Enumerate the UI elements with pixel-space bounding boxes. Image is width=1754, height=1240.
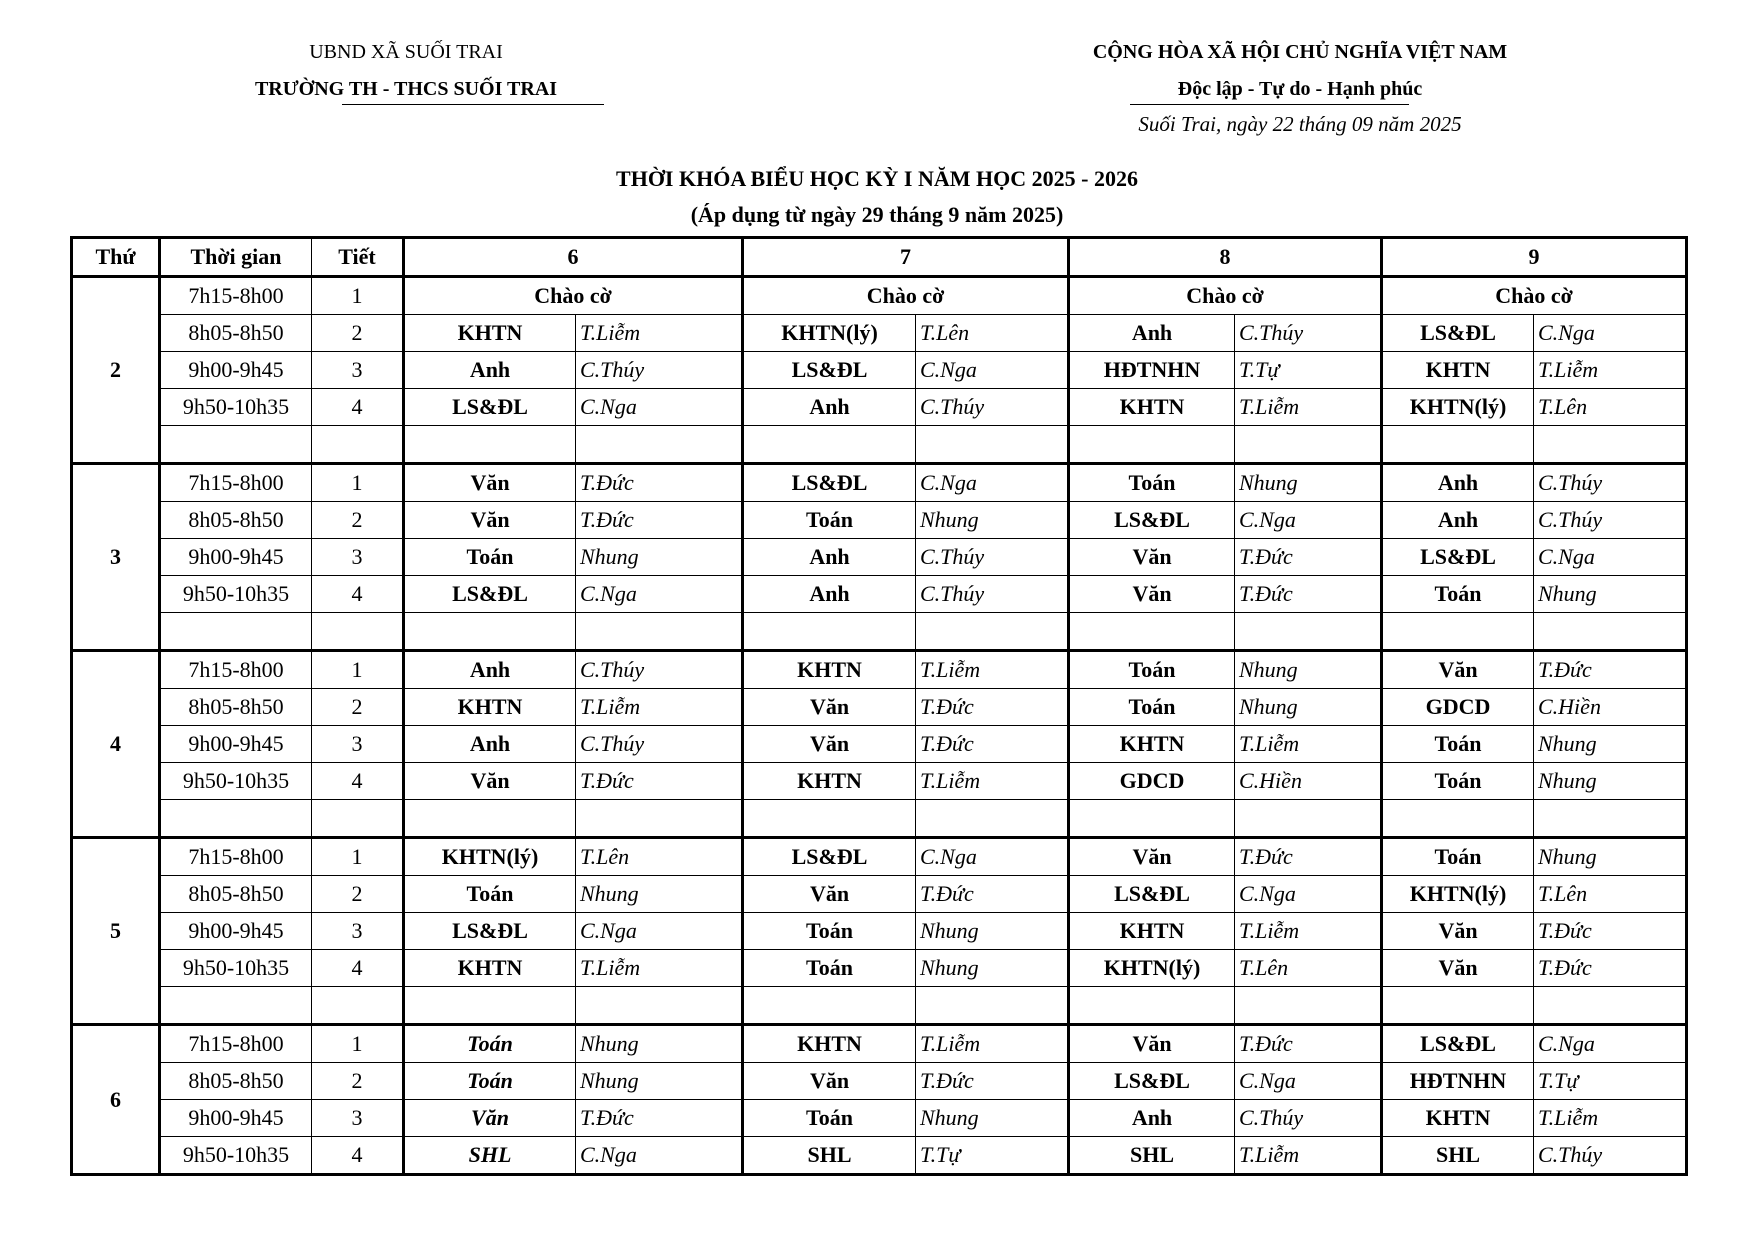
blank-teacher	[1534, 800, 1687, 838]
period-number: 2	[312, 876, 404, 913]
col-header-grade-9: 9	[1382, 238, 1687, 277]
blank-teacher	[1534, 987, 1687, 1025]
teacher-cell: C.Hiền	[1534, 689, 1687, 726]
teacher-cell: C.Thúy	[1534, 1137, 1687, 1175]
subject-cell: SHL	[1382, 1137, 1534, 1175]
subject-cell: KHTN	[1069, 726, 1235, 763]
teacher-cell: Nhung	[576, 539, 743, 576]
blank-subject	[1382, 800, 1534, 838]
blank-time	[160, 613, 312, 651]
subject-cell: Văn	[404, 1100, 576, 1137]
subject-cell: Toán	[404, 1025, 576, 1063]
subject-cell: Văn	[1382, 950, 1534, 987]
subject-cell: Anh	[404, 726, 576, 763]
teacher-cell: C.Thúy	[916, 576, 1069, 613]
day-label: 4	[72, 651, 160, 838]
subject-cell: HĐTNHN	[1069, 352, 1235, 389]
subject-cell: Toán	[1069, 464, 1235, 502]
period-number: 3	[312, 352, 404, 389]
page-subtitle: (Áp dụng từ ngày 29 tháng 9 năm 2025)	[690, 202, 1064, 227]
teacher-cell: Nhung	[1534, 576, 1687, 613]
subject-cell: Văn	[404, 502, 576, 539]
period-time: 8h05-8h50	[160, 876, 312, 913]
period-number: 2	[312, 1063, 404, 1100]
subject-cell: Văn	[743, 689, 916, 726]
blank-subject	[404, 800, 576, 838]
teacher-cell: Nhung	[576, 876, 743, 913]
teacher-cell: C.Thúy	[916, 539, 1069, 576]
document-date: Suối Trai, ngày 22 tháng 09 năm 2025	[1138, 112, 1462, 136]
subject-cell: SHL	[404, 1137, 576, 1175]
teacher-cell: T.Đức	[1235, 1025, 1382, 1063]
period-time: 7h15-8h00	[160, 838, 312, 876]
teacher-cell: C.Thúy	[916, 389, 1069, 426]
blank-subject	[743, 800, 916, 838]
period-number: 4	[312, 763, 404, 800]
teacher-cell: Nhung	[576, 1063, 743, 1100]
teacher-cell: T.Đức	[916, 876, 1069, 913]
day-label: 5	[72, 838, 160, 1025]
commune-name: UBND XÃ SUỐI TRAI	[309, 41, 503, 63]
teacher-cell: Nhung	[916, 502, 1069, 539]
blank-teacher	[576, 613, 743, 651]
national-title: CỘNG HÒA XÃ HỘI CHỦ NGHĨA VIỆT NAM	[1092, 41, 1508, 63]
day-label: 2	[72, 277, 160, 464]
blank-subject	[743, 426, 916, 464]
teacher-cell: T.Đức	[576, 502, 743, 539]
period-time: 9h50-10h35	[160, 389, 312, 426]
motto-underline	[1130, 104, 1409, 105]
teacher-cell: T.Tự	[916, 1137, 1069, 1175]
teacher-cell: T.Lên	[1235, 950, 1382, 987]
teacher-cell: Nhung	[1534, 838, 1687, 876]
subject-cell: Anh	[1382, 464, 1534, 502]
timetable-row	[72, 1063, 1687, 1100]
period-time: 8h05-8h50	[160, 1063, 312, 1100]
blank-teacher	[1534, 426, 1687, 464]
period-time: 9h00-9h45	[160, 539, 312, 576]
period-number: 4	[312, 1137, 404, 1175]
subject-cell: LS&ĐL	[743, 838, 916, 876]
flag-ceremony-cell: Chào cờ	[404, 277, 743, 315]
blank-subject	[404, 987, 576, 1025]
subject-cell: LS&ĐL	[404, 913, 576, 950]
subject-cell: Toán	[743, 913, 916, 950]
subject-cell: KHTN(lý)	[743, 315, 916, 352]
teacher-cell: C.Nga	[916, 838, 1069, 876]
period-time: 9h00-9h45	[160, 913, 312, 950]
teacher-cell: T.Liễm	[576, 315, 743, 352]
subject-cell: LS&ĐL	[1069, 502, 1235, 539]
subject-cell: LS&ĐL	[743, 352, 916, 389]
teacher-cell: C.Nga	[576, 913, 743, 950]
period-time: 9h50-10h35	[160, 1137, 312, 1175]
blank-teacher	[1235, 800, 1382, 838]
subject-cell: Văn	[1069, 576, 1235, 613]
teacher-cell: C.Nga	[1534, 539, 1687, 576]
teacher-cell: T.Liễm	[916, 651, 1069, 689]
timetable-row	[72, 950, 1687, 987]
header-right	[1020, 34, 1580, 108]
subject-cell: LS&ĐL	[404, 389, 576, 426]
header-left	[176, 34, 636, 108]
teacher-cell: C.Thúy	[1235, 1100, 1382, 1137]
period-number: 3	[312, 1100, 404, 1137]
teacher-cell: T.Đức	[576, 1100, 743, 1137]
subject-cell: Anh	[1069, 315, 1235, 352]
subject-cell: Toán	[1382, 763, 1534, 800]
blank-subject	[1382, 987, 1534, 1025]
teacher-cell: T.Liễm	[916, 1025, 1069, 1063]
subject-cell: Toán	[743, 950, 916, 987]
teacher-cell: C.Nga	[1235, 502, 1382, 539]
period-time: 8h05-8h50	[160, 315, 312, 352]
blank-row	[72, 613, 1687, 651]
col-header-grade-6: 6	[404, 238, 743, 277]
teacher-cell: T.Lên	[916, 315, 1069, 352]
subject-cell: LS&ĐL	[1069, 876, 1235, 913]
subject-cell: Văn	[743, 876, 916, 913]
subject-cell: Toán	[1382, 576, 1534, 613]
teacher-cell: C.Nga	[1534, 315, 1687, 352]
subject-cell: SHL	[1069, 1137, 1235, 1175]
teacher-cell: C.Nga	[916, 464, 1069, 502]
subject-cell: KHTN	[1069, 913, 1235, 950]
blank-subject	[404, 426, 576, 464]
teacher-cell: T.Liễm	[576, 950, 743, 987]
period-time: 7h15-8h00	[160, 651, 312, 689]
teacher-cell: T.Đức	[1534, 950, 1687, 987]
teacher-cell: T.Đức	[576, 763, 743, 800]
col-header-grade-8: 8	[1069, 238, 1382, 277]
subject-cell: Văn	[743, 1063, 916, 1100]
subject-cell: Toán	[1382, 838, 1534, 876]
timetable-row	[72, 913, 1687, 950]
timetable-row	[72, 277, 1687, 315]
subject-cell: LS&ĐL	[404, 576, 576, 613]
subject-cell: LS&ĐL	[1382, 539, 1534, 576]
teacher-cell: T.Liễm	[1235, 913, 1382, 950]
flag-ceremony-cell: Chào cờ	[1069, 277, 1382, 315]
blank-row	[72, 426, 1687, 464]
period-number: 1	[312, 651, 404, 689]
teacher-cell: C.Hiền	[1235, 763, 1382, 800]
subject-cell: Toán	[743, 502, 916, 539]
subject-cell: Toán	[1382, 726, 1534, 763]
teacher-cell: C.Thúy	[576, 352, 743, 389]
subject-cell: KHTN	[743, 651, 916, 689]
subject-cell: KHTN	[404, 950, 576, 987]
teacher-cell: Nhung	[1534, 726, 1687, 763]
subject-cell: KHTN	[743, 763, 916, 800]
subject-cell: Văn	[743, 726, 916, 763]
timetable-row	[72, 389, 1687, 426]
subject-cell: Toán	[1069, 689, 1235, 726]
subject-cell: HĐTNHN	[1382, 1063, 1534, 1100]
teacher-cell: Nhung	[1534, 763, 1687, 800]
teacher-cell: C.Nga	[1235, 1063, 1382, 1100]
subject-cell: Toán	[404, 539, 576, 576]
teacher-cell: C.Nga	[576, 389, 743, 426]
timetable-row	[72, 576, 1687, 613]
subject-cell: KHTN	[1382, 1100, 1534, 1137]
blank-subject	[1069, 800, 1235, 838]
blank-subject	[1069, 613, 1235, 651]
blank-subject	[743, 613, 916, 651]
teacher-cell: T.Lên	[576, 838, 743, 876]
subject-cell: Văn	[1069, 1025, 1235, 1063]
blank-row	[72, 987, 1687, 1025]
subject-cell: GDCD	[1382, 689, 1534, 726]
teacher-cell: T.Liễm	[1235, 1137, 1382, 1175]
col-header-grade-7: 7	[743, 238, 1069, 277]
teacher-cell: C.Nga	[576, 576, 743, 613]
col-header-tiet: Tiết	[312, 238, 404, 277]
timetable-row	[72, 352, 1687, 389]
teacher-cell: C.Nga	[576, 1137, 743, 1175]
period-number: 2	[312, 315, 404, 352]
blank-subject	[1382, 426, 1534, 464]
timetable-row	[72, 539, 1687, 576]
teacher-cell: C.Nga	[1235, 876, 1382, 913]
subject-cell: Anh	[404, 651, 576, 689]
period-number: 3	[312, 726, 404, 763]
blank-time	[160, 800, 312, 838]
subject-cell: Văn	[1069, 539, 1235, 576]
teacher-cell: T.Đức	[1235, 838, 1382, 876]
blank-subject	[404, 613, 576, 651]
subject-cell: KHTN	[1382, 352, 1534, 389]
period-time: 9h50-10h35	[160, 950, 312, 987]
blank-teacher	[576, 987, 743, 1025]
blank-subject	[743, 987, 916, 1025]
period-time: 9h00-9h45	[160, 1100, 312, 1137]
subject-cell: LS&ĐL	[1382, 315, 1534, 352]
timetable-header-row	[72, 238, 1687, 277]
timetable-row	[72, 763, 1687, 800]
teacher-cell: C.Thúy	[1235, 315, 1382, 352]
subject-cell: Anh	[1069, 1100, 1235, 1137]
col-header-time: Thời gian	[160, 238, 312, 277]
teacher-cell: T.Đức	[916, 726, 1069, 763]
period-number: 3	[312, 539, 404, 576]
subject-cell: Anh	[743, 389, 916, 426]
blank-tiet	[312, 800, 404, 838]
period-number: 1	[312, 1025, 404, 1063]
blank-tiet	[312, 613, 404, 651]
period-time: 8h05-8h50	[160, 689, 312, 726]
subject-cell: GDCD	[1069, 763, 1235, 800]
blank-teacher	[1235, 987, 1382, 1025]
teacher-cell: T.Đức	[1235, 539, 1382, 576]
day-label: 6	[72, 1025, 160, 1175]
teacher-cell: T.Tự	[1235, 352, 1382, 389]
flag-ceremony-cell: Chào cờ	[1382, 277, 1687, 315]
period-time: 9h50-10h35	[160, 763, 312, 800]
school-name: TRƯỜNG TH - THCS SUỐI TRAI	[254, 78, 558, 100]
subject-cell: LS&ĐL	[1382, 1025, 1534, 1063]
teacher-cell: Nhung	[1235, 464, 1382, 502]
blank-teacher	[916, 426, 1069, 464]
subject-cell: LS&ĐL	[1069, 1063, 1235, 1100]
period-time: 9h00-9h45	[160, 352, 312, 389]
subject-cell: Anh	[743, 576, 916, 613]
teacher-cell: C.Nga	[916, 352, 1069, 389]
teacher-cell: Nhung	[916, 1100, 1069, 1137]
period-time: 7h15-8h00	[160, 1025, 312, 1063]
subject-cell: Toán	[743, 1100, 916, 1137]
blank-tiet	[312, 426, 404, 464]
period-number: 4	[312, 576, 404, 613]
subject-cell: KHTN(lý)	[1382, 876, 1534, 913]
timetable-row	[72, 502, 1687, 539]
teacher-cell: T.Lên	[1534, 389, 1687, 426]
teacher-cell: T.Lên	[1534, 876, 1687, 913]
subject-cell: LS&ĐL	[743, 464, 916, 502]
period-time: 7h15-8h00	[160, 464, 312, 502]
blank-teacher	[1235, 426, 1382, 464]
teacher-cell: Nhung	[1235, 689, 1382, 726]
flag-ceremony-cell: Chào cờ	[743, 277, 1069, 315]
school-underline	[342, 104, 604, 105]
subject-cell: Toán	[404, 1063, 576, 1100]
subject-cell: Văn	[404, 464, 576, 502]
blank-teacher	[916, 987, 1069, 1025]
blank-time	[160, 426, 312, 464]
timetable-row	[72, 726, 1687, 763]
subject-cell: KHTN	[1069, 389, 1235, 426]
teacher-cell: T.Đức	[1235, 576, 1382, 613]
period-number: 4	[312, 950, 404, 987]
blank-tiet	[312, 987, 404, 1025]
teacher-cell: C.Thúy	[1534, 502, 1687, 539]
subject-cell: SHL	[743, 1137, 916, 1175]
blank-teacher	[576, 426, 743, 464]
subject-cell: Văn	[1069, 838, 1235, 876]
period-number: 2	[312, 502, 404, 539]
subject-cell: Văn	[1382, 651, 1534, 689]
blank-time	[160, 987, 312, 1025]
period-time: 9h00-9h45	[160, 726, 312, 763]
day-label: 3	[72, 464, 160, 651]
timetable-row	[72, 464, 1687, 502]
teacher-cell: T.Liễm	[1235, 726, 1382, 763]
teacher-cell: T.Liễm	[916, 763, 1069, 800]
teacher-cell: C.Thúy	[576, 651, 743, 689]
timetable-row	[72, 876, 1687, 913]
timetable	[70, 236, 1688, 1176]
timetable-row	[72, 689, 1687, 726]
blank-subject	[1069, 987, 1235, 1025]
subject-cell: KHTN(lý)	[1382, 389, 1534, 426]
timetable-row	[72, 1137, 1687, 1175]
subject-cell: Văn	[1382, 913, 1534, 950]
teacher-cell: T.Đức	[916, 1063, 1069, 1100]
teacher-cell: T.Đức	[1534, 651, 1687, 689]
teacher-cell: T.Đức	[576, 464, 743, 502]
period-number: 2	[312, 689, 404, 726]
period-number: 1	[312, 464, 404, 502]
national-motto: Độc lập - Tự do - Hạnh phúc	[1177, 78, 1423, 100]
period-number: 1	[312, 277, 404, 315]
subject-cell: KHTN	[404, 689, 576, 726]
page-title: THỜI KHÓA BIỂU HỌC KỲ I NĂM HỌC 2025 - 2026	[616, 166, 1138, 191]
timetable-body	[72, 238, 1687, 1175]
subject-cell: Anh	[743, 539, 916, 576]
timetable-row	[72, 1100, 1687, 1137]
teacher-cell: C.Nga	[1534, 1025, 1687, 1063]
teacher-cell: T.Tự	[1534, 1063, 1687, 1100]
subject-cell: KHTN	[404, 315, 576, 352]
subject-cell: Toán	[404, 876, 576, 913]
blank-teacher	[1235, 613, 1382, 651]
blank-teacher	[916, 800, 1069, 838]
teacher-cell: T.Đức	[916, 689, 1069, 726]
blank-teacher	[576, 800, 743, 838]
blank-subject	[1069, 426, 1235, 464]
period-number: 3	[312, 913, 404, 950]
teacher-cell: C.Thúy	[1534, 464, 1687, 502]
blank-teacher	[916, 613, 1069, 651]
teacher-cell: Nhung	[1235, 651, 1382, 689]
timetable-row	[72, 315, 1687, 352]
timetable-row	[72, 651, 1687, 689]
blank-teacher	[1534, 613, 1687, 651]
teacher-cell: Nhung	[916, 913, 1069, 950]
subject-cell: Anh	[404, 352, 576, 389]
teacher-cell: Nhung	[576, 1025, 743, 1063]
teacher-cell: T.Liễm	[1235, 389, 1382, 426]
subject-cell: KHTN(lý)	[404, 838, 576, 876]
blank-row	[72, 800, 1687, 838]
subject-cell: KHTN(lý)	[1069, 950, 1235, 987]
teacher-cell: T.Đức	[1534, 913, 1687, 950]
blank-subject	[1382, 613, 1534, 651]
period-number: 1	[312, 838, 404, 876]
subject-cell: Anh	[1382, 502, 1534, 539]
subject-cell: Văn	[404, 763, 576, 800]
subject-cell: KHTN	[743, 1025, 916, 1063]
teacher-cell: T.Liễm	[576, 689, 743, 726]
timetable-row	[72, 1025, 1687, 1063]
period-time: 8h05-8h50	[160, 502, 312, 539]
teacher-cell: Nhung	[916, 950, 1069, 987]
teacher-cell: T.Liễm	[1534, 352, 1687, 389]
timetable-row	[72, 838, 1687, 876]
period-number: 4	[312, 389, 404, 426]
teacher-cell: C.Thúy	[576, 726, 743, 763]
col-header-thu: Thứ	[72, 238, 160, 277]
period-time: 7h15-8h00	[160, 277, 312, 315]
period-time: 9h50-10h35	[160, 576, 312, 613]
subject-cell: Toán	[1069, 651, 1235, 689]
teacher-cell: T.Liễm	[1534, 1100, 1687, 1137]
